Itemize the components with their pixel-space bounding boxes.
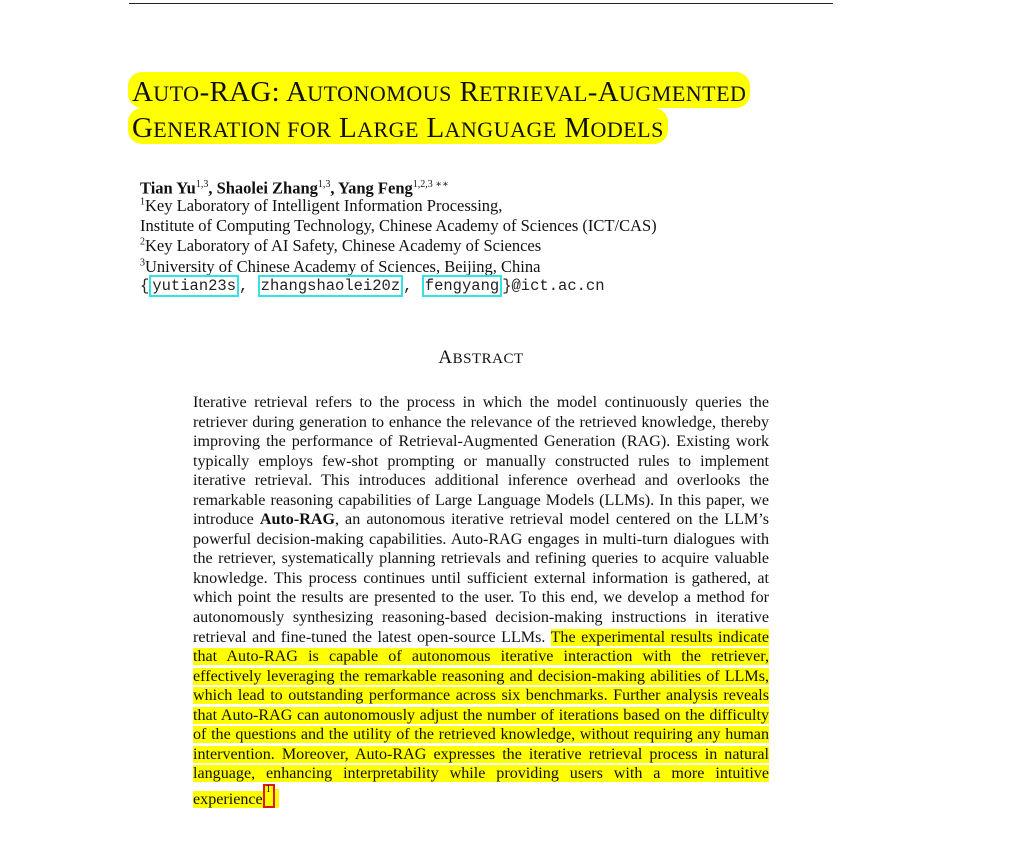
title-text: R [451,76,480,108]
affiliation-text: University of Chinese Academy of Sciences, Beijing, China [145,257,541,276]
title-text: ENERATION FOR [153,117,332,142]
title-text: ANGUAGE [444,117,557,142]
author-name: Tian Yu [140,178,196,198]
title-text: UTONOMOUS [307,81,452,106]
abstract-heading-initial: A [438,347,453,368]
abstract-body [193,393,769,809]
author-separator: , [208,178,217,198]
title-line-2 [128,108,848,144]
title-text: L [331,112,358,144]
abstract-text: Iterative retrieval refers to the process in which the model continuously queries the retriever during generation to enhance the relevance of the retrieved knowledge, thereby improving the performance of Retrieval-Augmented Generation (RAG). Existing work typically employs few-shot prompting or manually constructed rules to implement iterative retrieval. This introduces additional inference overhead and overlooks the remarkable reasoning capabilities of Large Language Models (LLMs). In this paper, we introduce [193,394,769,529]
footnote-link[interactable] [263,784,275,808]
title-text: L [418,112,445,144]
affiliation-text: Key Laboratory of Intelligent Information Processing, [145,196,503,215]
title-text: -A [587,76,619,108]
email-separator: , [239,277,258,295]
author-emails [140,277,605,295]
footnote-mark: 1 [265,783,271,795]
title-text: UTO [153,81,200,106]
title-text: ARGE [357,117,419,142]
email-separator: , [403,277,422,295]
title-line-1 [128,72,848,108]
affiliation-line [140,257,540,277]
affiliation-mark: 2 [140,236,145,248]
abstract-highlighted-text: The experimental results indicate that Auto-RAG is capable of autonomous iterative interaction with the retriever, effectively leveraging the remarkable reasoning and decision-making abilities of LLMs, which lead to outstanding performance across six benchmarks. Further analysis reveals that Auto-RAG can autonomously adjust the number of iterations based on the difficulty of the questions and the utility of the retrieved knowledge, without requiring any human intervention. Moreover, Auto-RAG expresses the iterative retrieval process in natural language, enhancing interpretability while providing users with a more intuitive experience [193,628,769,808]
author-separator: , [330,178,339,198]
abstract-heading-rest: BSTRACT [452,351,524,367]
email-domain: }@ict.ac.cn [502,277,605,295]
abstract-heading [0,347,962,369]
email-brace: { [140,277,150,295]
email-link-yutian23s[interactable]: yutian23s [149,275,239,297]
author-affiliation-marks: 1,3 [195,179,209,190]
affiliation-mark: 3 [140,257,145,269]
affiliation-line [140,236,541,256]
abstract-bold-term: Auto-RAG [259,511,335,529]
author-affiliation-marks: 1,3 [317,179,331,190]
title-text: UGMENTED [619,81,747,106]
paper-title [128,72,848,144]
email-link-fengyang[interactable]: fengyang [422,275,502,297]
title-text: M [556,112,591,144]
author-affiliation-marks: 1,2,3 ∗∗ [412,179,449,190]
highlight-end [275,789,279,808]
affiliation-line [140,216,657,236]
title-text: ODELS [590,117,664,142]
affiliation-text: Key Laboratory of AI Safety, Chinese Academy of Sciences [145,236,542,255]
title-text: G [132,112,154,144]
author-name: Yang Feng [338,178,413,198]
affiliation-text: Institute of Computing Technology, Chinese Academy of Sciences (ICT/CAS) [140,216,657,235]
title-text: A [132,76,154,108]
affiliation-mark: 1 [140,196,145,208]
abstract-text: , an autonomous iterative retrieval model centered on the LLM’s powerful decision-making capabilities. Auto-RAG engages in multi-turn dialogues with the retriever, systematically planning retrievals and refining queries to acquire valuable knowledge. This process continues until sufficient external information is gathered, at which point the results are presented to the user. To this end, we develop a method for autonomously synthesizing reasoning-based decision-making instructions in iterative retrieval and fine-tuned the latest open-source LLMs. [193,511,769,646]
header-rule [129,3,833,4]
email-link-zhangshaolei20z[interactable]: zhangshaolei20z [258,275,404,297]
affiliation-line [140,196,502,216]
author-list [140,175,449,199]
title-text: ETRIEVAL [479,81,588,106]
title-text: -RAG: A [199,76,308,108]
author-name: Shaolei Zhang [216,178,318,198]
